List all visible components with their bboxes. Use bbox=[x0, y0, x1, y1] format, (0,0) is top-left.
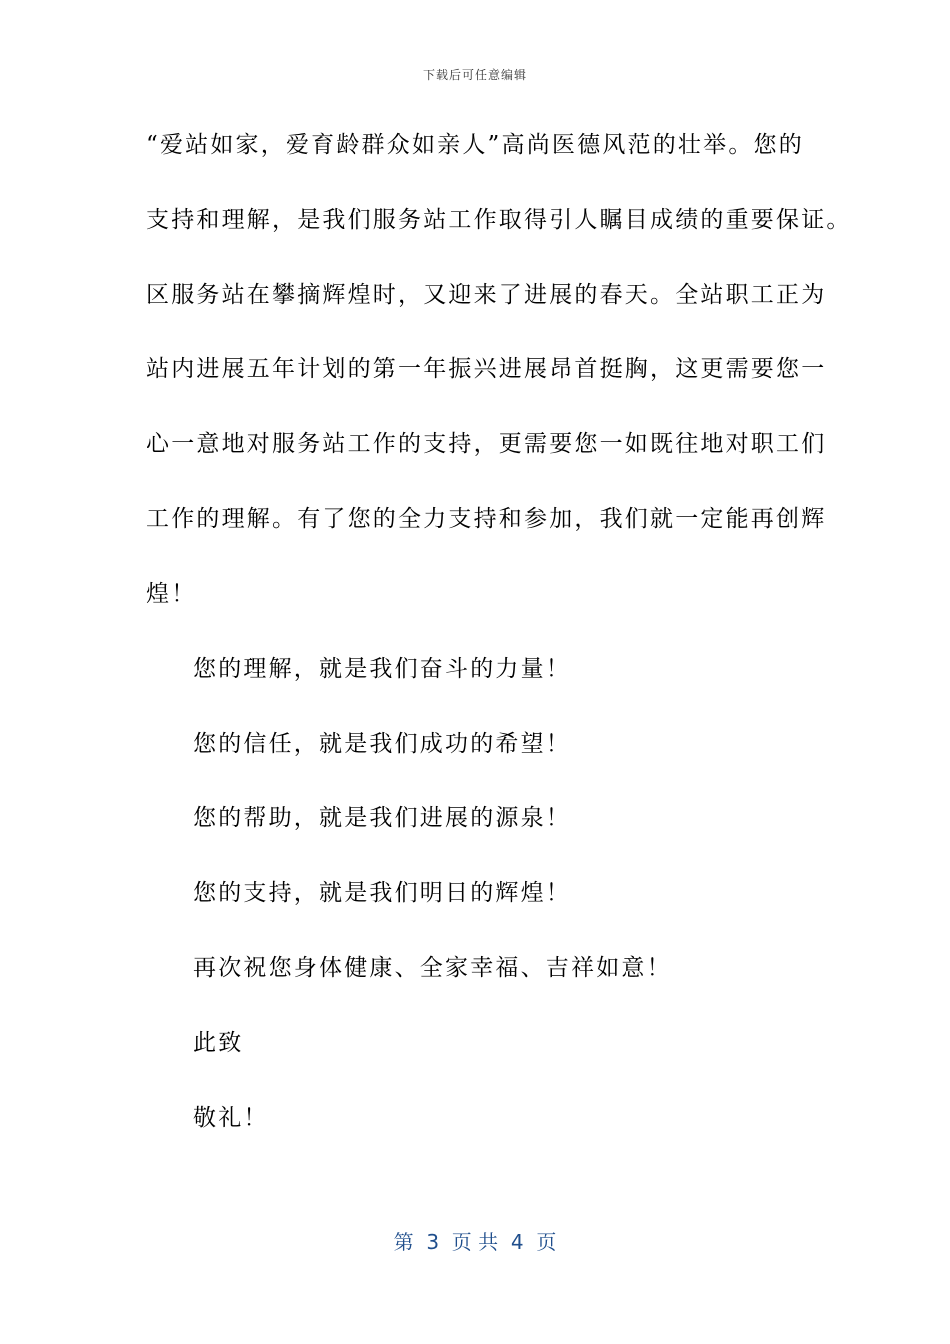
paragraph-line: 支持和理解，是我们服务站工作取得引人瞩目成绩的重要保证。 bbox=[146, 207, 852, 233]
paragraph-line: 煌！ bbox=[146, 581, 197, 607]
closing-line: 您的支持，就是我们明日的辉煌！ bbox=[193, 880, 571, 906]
paragraph-line: 区服务站在攀摘辉煌时，又迎来了进展的春天。全站职工正为 bbox=[146, 282, 827, 308]
closing-line: 您的帮助，就是我们进展的源泉！ bbox=[193, 805, 571, 831]
salutation-line: 此致 bbox=[193, 1030, 244, 1056]
paragraph-line: 心一意地对服务站工作的支持，更需要您一如既往地对职工们 bbox=[146, 431, 827, 457]
closing-line: 您的信任，就是我们成功的希望！ bbox=[193, 731, 571, 757]
page-header: 下载后可任意编辑 bbox=[422, 68, 527, 82]
page-footer: 第 3 页 共 4 页 bbox=[393, 1230, 557, 1254]
salutation-line: 敬礼！ bbox=[193, 1105, 269, 1131]
paragraph-line: 工作的理解。有了您的全力支持和参加，我们就一定能再创辉 bbox=[146, 506, 827, 532]
paragraph-line: 站内进展五年计划的第一年振兴进展昂首挺胸，这更需要您一 bbox=[146, 356, 827, 382]
closing-line: 再次祝您身体健康、全家幸福、吉祥如意！ bbox=[193, 955, 672, 981]
paragraph-line: “爱站如家，爱育龄群众如亲人”高尚医德风范的壮举。您的 bbox=[146, 132, 804, 158]
closing-line: 您的理解，就是我们奋斗的力量！ bbox=[193, 656, 571, 682]
